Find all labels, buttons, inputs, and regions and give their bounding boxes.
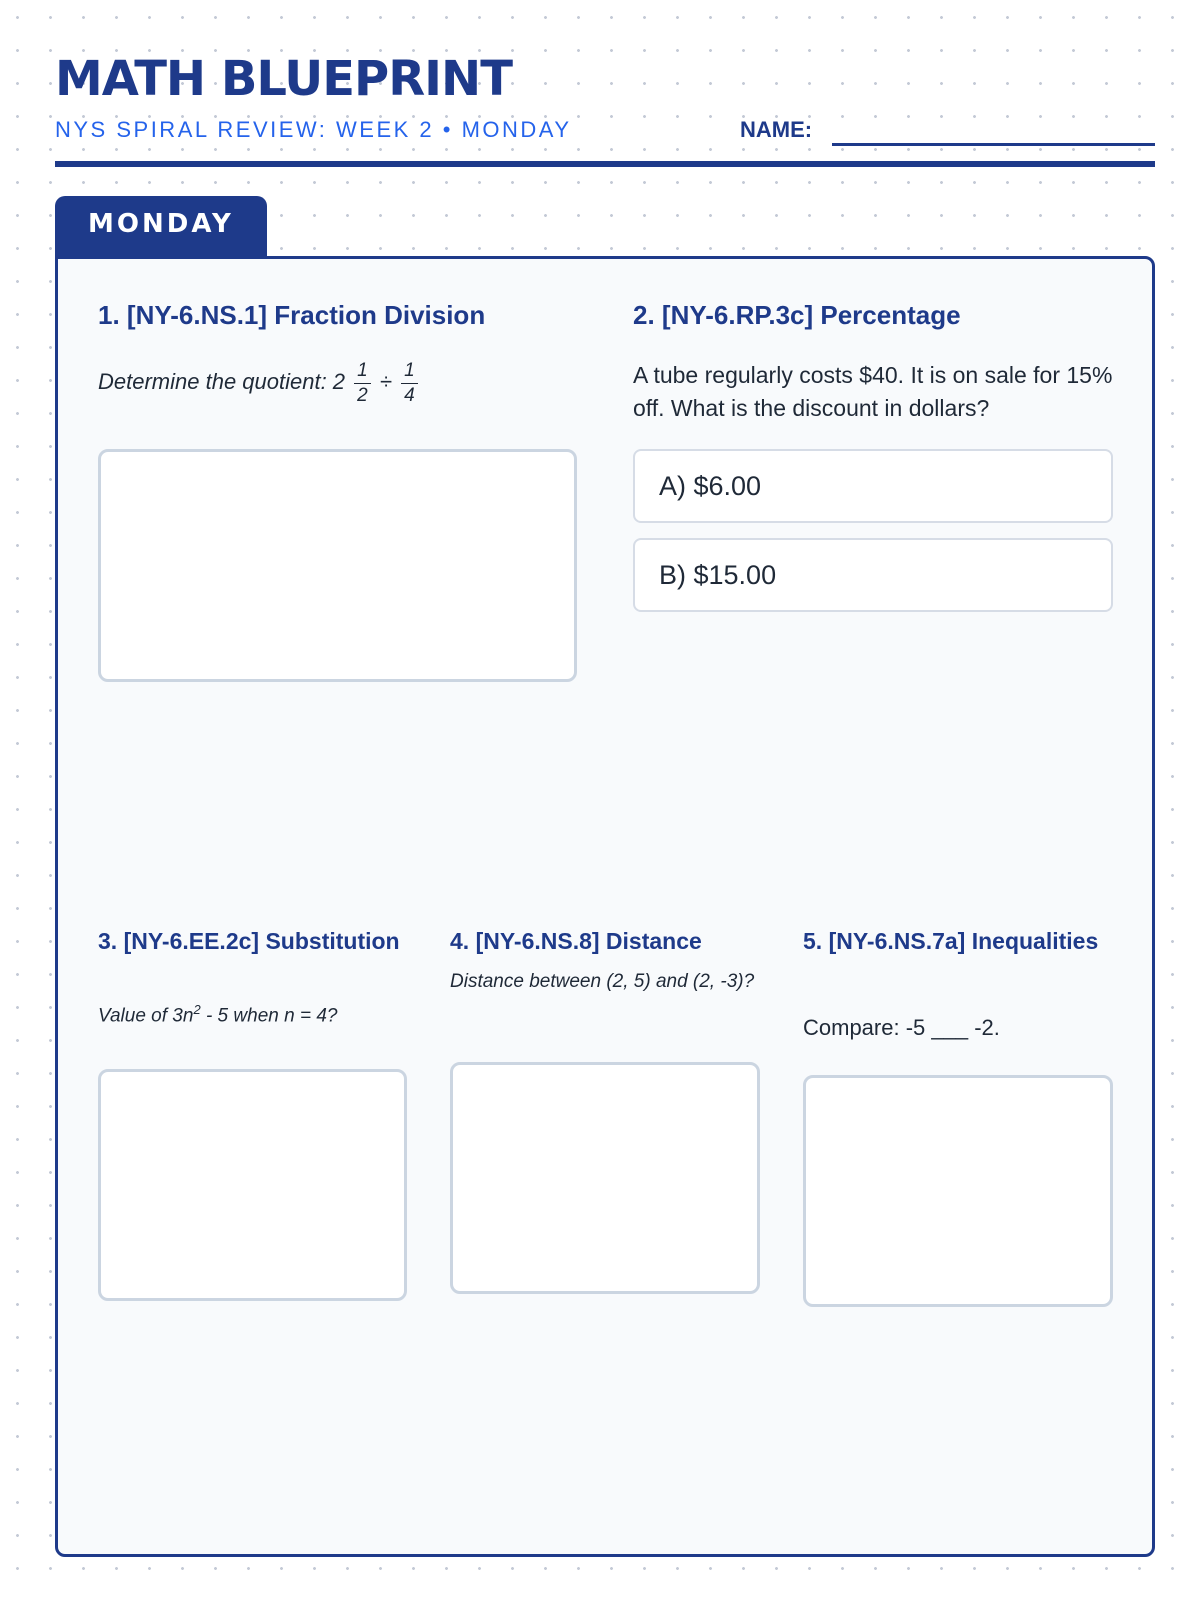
question-5-answer-box[interactable] (803, 1075, 1113, 1307)
question-1-title: 1. [NY-6.NS.1] Fraction Division (98, 300, 486, 330)
name-blank-line[interactable] (832, 143, 1155, 146)
exponent: 2 (193, 1002, 201, 1017)
name-label: NAME: (740, 117, 813, 142)
question-2-option-a[interactable]: A) $6.00 (633, 449, 1113, 523)
question-4-title: 4. [NY-6.NS.8] Distance (450, 928, 702, 954)
question-2-prompt: A tube regularly costs $40. It is on sale for 15% off. What is the discount in dollars? (633, 362, 1113, 421)
question-4-answer-box[interactable] (450, 1062, 760, 1294)
question-5-title: 5. [NY-6.NS.7a] Inequalities (803, 928, 1099, 954)
fraction-numerator: 1 (401, 359, 418, 384)
subtitle-row (55, 117, 1155, 157)
fraction-one-quarter (401, 359, 418, 408)
question-5-prompt: Compare: -5 ___ -2. (803, 1015, 1000, 1040)
questions-panel (55, 256, 1155, 1557)
question-2-option-b[interactable]: B) $15.00 (633, 538, 1113, 612)
fraction-numerator: 1 (354, 359, 371, 384)
fraction-one-half (354, 359, 371, 408)
worksheet-header (55, 51, 1155, 142)
fraction-denominator: 4 (404, 384, 415, 406)
division-operator: ÷ (379, 369, 392, 395)
question-1-prompt (98, 359, 578, 408)
worksheet-subtitle: NYS SPIRAL REVIEW: WEEK 2 • MONDAY (55, 117, 572, 142)
day-tab: MONDAY (55, 196, 267, 258)
question-3-prompt-start: Value of 3n (98, 1005, 194, 1027)
fraction-denominator: 2 (357, 384, 368, 406)
question-1-prompt-text: Determine the quotient: 2 (98, 369, 346, 395)
question-2-title: 2. [NY-6.RP.3c] Percentage (633, 300, 961, 330)
question-3-title: 3. [NY-6.EE.2c] Substitution (98, 928, 400, 954)
worksheet-title: MATH BLUEPRINT (55, 51, 512, 107)
question-1-answer-box[interactable] (98, 449, 577, 682)
question-3-prompt (98, 1002, 428, 1027)
header-divider (55, 161, 1155, 167)
question-3-answer-box[interactable] (98, 1069, 407, 1301)
question-4-prompt: Distance between (2, 5) and (2, -3)? (450, 971, 755, 992)
question-3-prompt-end: - 5 when n = 4? (200, 1005, 338, 1027)
